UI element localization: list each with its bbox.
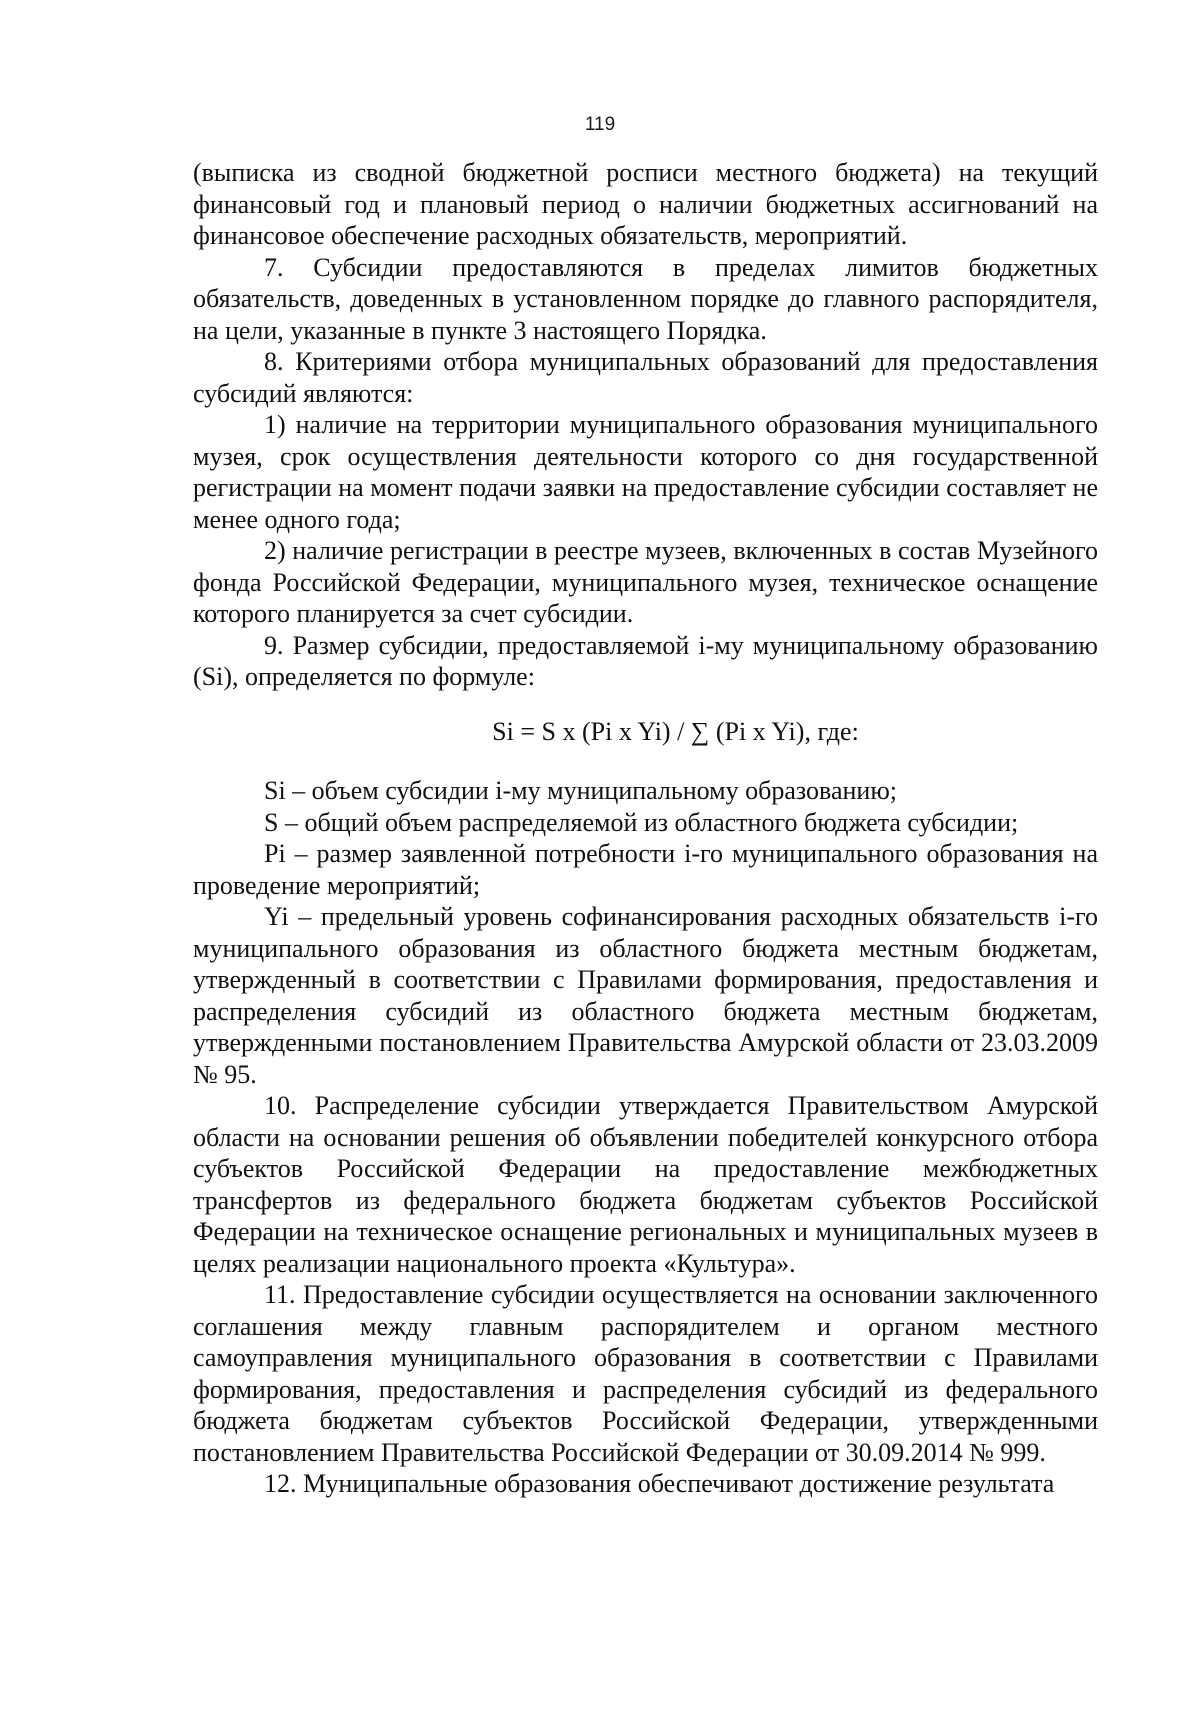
document-body xyxy=(193,157,1098,1500)
paragraph-10: 10. Распределение субсидии утверждается Правительством Амурской области на основании решения об объявлении победителей конкурсного отбора субъектов Российской Федерации на предоставление межбюджетных трансфертов из федерального бюджета бюджетам субъектов Российской Федерации на техническое оснащение региональных и муниципальных музеев в целях реализации национального проекта «Культура». xyxy=(193,1091,1098,1278)
definition-pi: Pi – размер заявленной потребности i-го муниципального образования на проведение мероприятий; xyxy=(193,839,1098,900)
paragraph-7: 7. Субсидии предоставляются в пределах лимитов бюджетных обязательств, доведенных в установленном порядке до главного распорядителя, на цели, указанные в пункте 3 настоящего Порядка. xyxy=(193,252,1098,345)
paragraph-12: 12. Муниципальные образования обеспечивают достижение результата xyxy=(264,1469,1055,1498)
definition-si: Si – объем субсидии i-му муниципальному образованию; xyxy=(264,776,897,805)
paragraph-continuation: (выписка из сводной бюджетной росписи местного бюджета) на текущий финансовый год и плановый период о наличии бюджетных ассигнований на финансовое обеспечение расходных обязательств, мероприятий. xyxy=(193,158,1098,250)
page-number: 119 xyxy=(584,114,616,135)
definition-s: S – общий объем распределяемой из областного бюджета субсидии; xyxy=(264,807,1019,837)
paragraph-11: 11. Предоставление субсидии осуществляется на основании заключенного соглашения между главным распорядителем и органом местного самоуправления муниципального образования в соответствии с Правилами формирования, предоставления и распределения субсидий из федерального бюджета бюджетам субъектов Российской Федерации, утвержденными постановлением Правительства Российской Федерации от 30.09.2014 № 999. xyxy=(193,1280,1098,1467)
paragraph-8: 8. Критериями отбора муниципальных образований для предоставления субсидий являются: xyxy=(193,347,1098,408)
paragraph-8-item-1: 1) наличие на территории муниципального образования муниципального музея, срок осуществления деятельности которого со дня государственной регистрации на момент подачи заявки на предоставление субсидии составляет не менее одного года; xyxy=(193,410,1098,534)
definition-yi: Yi – предельный уровень софинансирования расходных обязательств i-го муниципального образования из областного бюджета местным бюджетам, утвержденный в соответствии с Правилами формирования, предоставления и распределения субсидий из областного бюджета местным бюджетам, утвержденными постановлением Правительства Амурской области от 23.03.2009 № 95. xyxy=(193,902,1098,1089)
subsidy-formula: Si = S x (Pi x Yi) / ∑ (Pi x Yi), где: xyxy=(492,716,859,746)
paragraph-8-item-2: 2) наличие регистрации в реестре музеев, включенных в состав Музейного фонда Российской Федерации, муниципального музея, техническое оснащение которого планируется за счет субсидии. xyxy=(193,536,1098,628)
paragraph-9: 9. Размер субсидии, предоставляемой i-му муниципальному образованию (Si), определяется по формуле: xyxy=(193,630,1098,691)
